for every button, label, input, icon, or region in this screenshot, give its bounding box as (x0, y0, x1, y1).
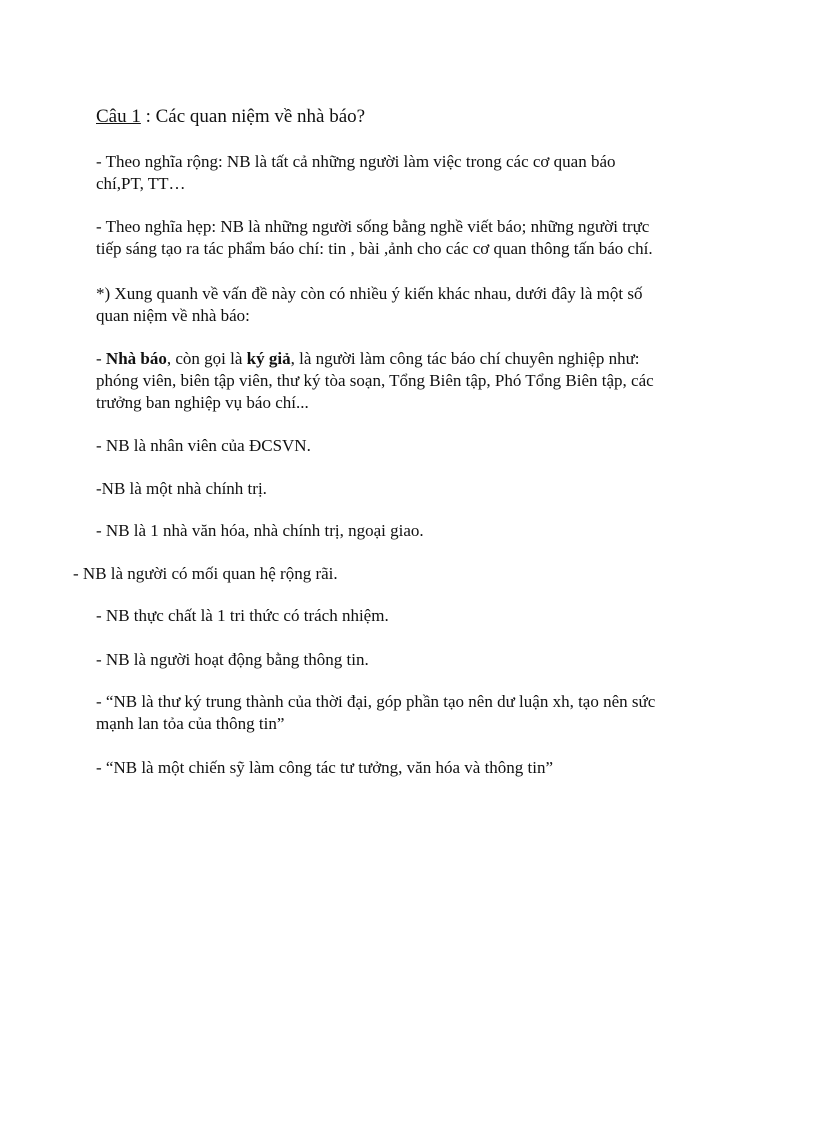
paragraph-intro-opinions (96, 283, 736, 327)
text-fragment: , là người làm công tác báo chí chuyên nghiệp như: (290, 349, 640, 368)
paragraph-bullet (96, 649, 736, 671)
paragraph-narrow-definition (96, 216, 736, 260)
text-line: - Theo nghĩa hẹp: NB là những người sống bằng nghề viết báo; những người trực (96, 217, 650, 236)
paragraph-quote (96, 757, 736, 779)
text-line: -NB là một nhà chính trị. (96, 479, 267, 498)
text-line: tiếp sáng tạo ra tác phẩm báo chí: tin , bài ,ảnh cho các cơ quan thông tấn báo chí. (96, 239, 653, 258)
paragraph-bullet (96, 520, 736, 542)
bold-term-nha-bao: Nhà báo (105, 349, 167, 368)
paragraph-bullet (96, 605, 736, 627)
text-line: - NB là 1 nhà văn hóa, nhà chính trị, ngoại giao. (96, 521, 424, 540)
text-fragment: , còn gọi là (166, 349, 247, 368)
text-fragment: - (96, 349, 106, 368)
text-line: trưởng ban nghiệp vụ báo chí... (96, 393, 309, 412)
text-line: - NB là người hoạt động bằng thông tin. (96, 650, 369, 669)
text-line-rich (96, 348, 736, 370)
paragraph-journalist-definition (96, 348, 736, 414)
text-line: - NB thực chất là 1 tri thức có trách nhiệm. (96, 606, 389, 625)
paragraph-bullet (96, 435, 736, 457)
question-number: Câu 1 (96, 106, 141, 127)
paragraph-broad-definition (96, 151, 736, 195)
text-line: - “NB là thư ký trung thành của thời đại, góp phần tạo nên dư luận xh, tạo nên sức (96, 692, 656, 711)
paragraph-bullet (96, 478, 736, 500)
question-title: : Các quan niệm về nhà báo? (140, 106, 366, 127)
bold-term-ky-gia: ký giả (246, 349, 291, 368)
text-line: - NB là người có mối quan hệ rộng rãi. (73, 564, 338, 583)
text-line: - Theo nghĩa rộng: NB là tất cả những người làm việc trong các cơ quan báo (96, 152, 616, 171)
text-line: mạnh lan tỏa của thông tin” (96, 714, 285, 733)
question-heading (96, 106, 365, 128)
text-line: - “NB là một chiến sỹ làm công tác tư tưởng, văn hóa và thông tin” (96, 758, 554, 777)
paragraph-bullet (73, 563, 713, 585)
text-line: chí,PT, TT… (96, 174, 186, 193)
text-line: quan niệm về nhà báo: (96, 306, 250, 325)
text-line: - NB là nhân viên của ĐCSVN. (96, 436, 311, 455)
paragraph-quote (96, 691, 736, 735)
text-line: phóng viên, biên tập viên, thư ký tòa soạn, Tổng Biên tập, Phó Tổng Biên tập, các (96, 371, 654, 390)
text-line: *) Xung quanh về vấn đề này còn có nhiều ý kiến khác nhau, dưới đây là một số (96, 284, 643, 303)
